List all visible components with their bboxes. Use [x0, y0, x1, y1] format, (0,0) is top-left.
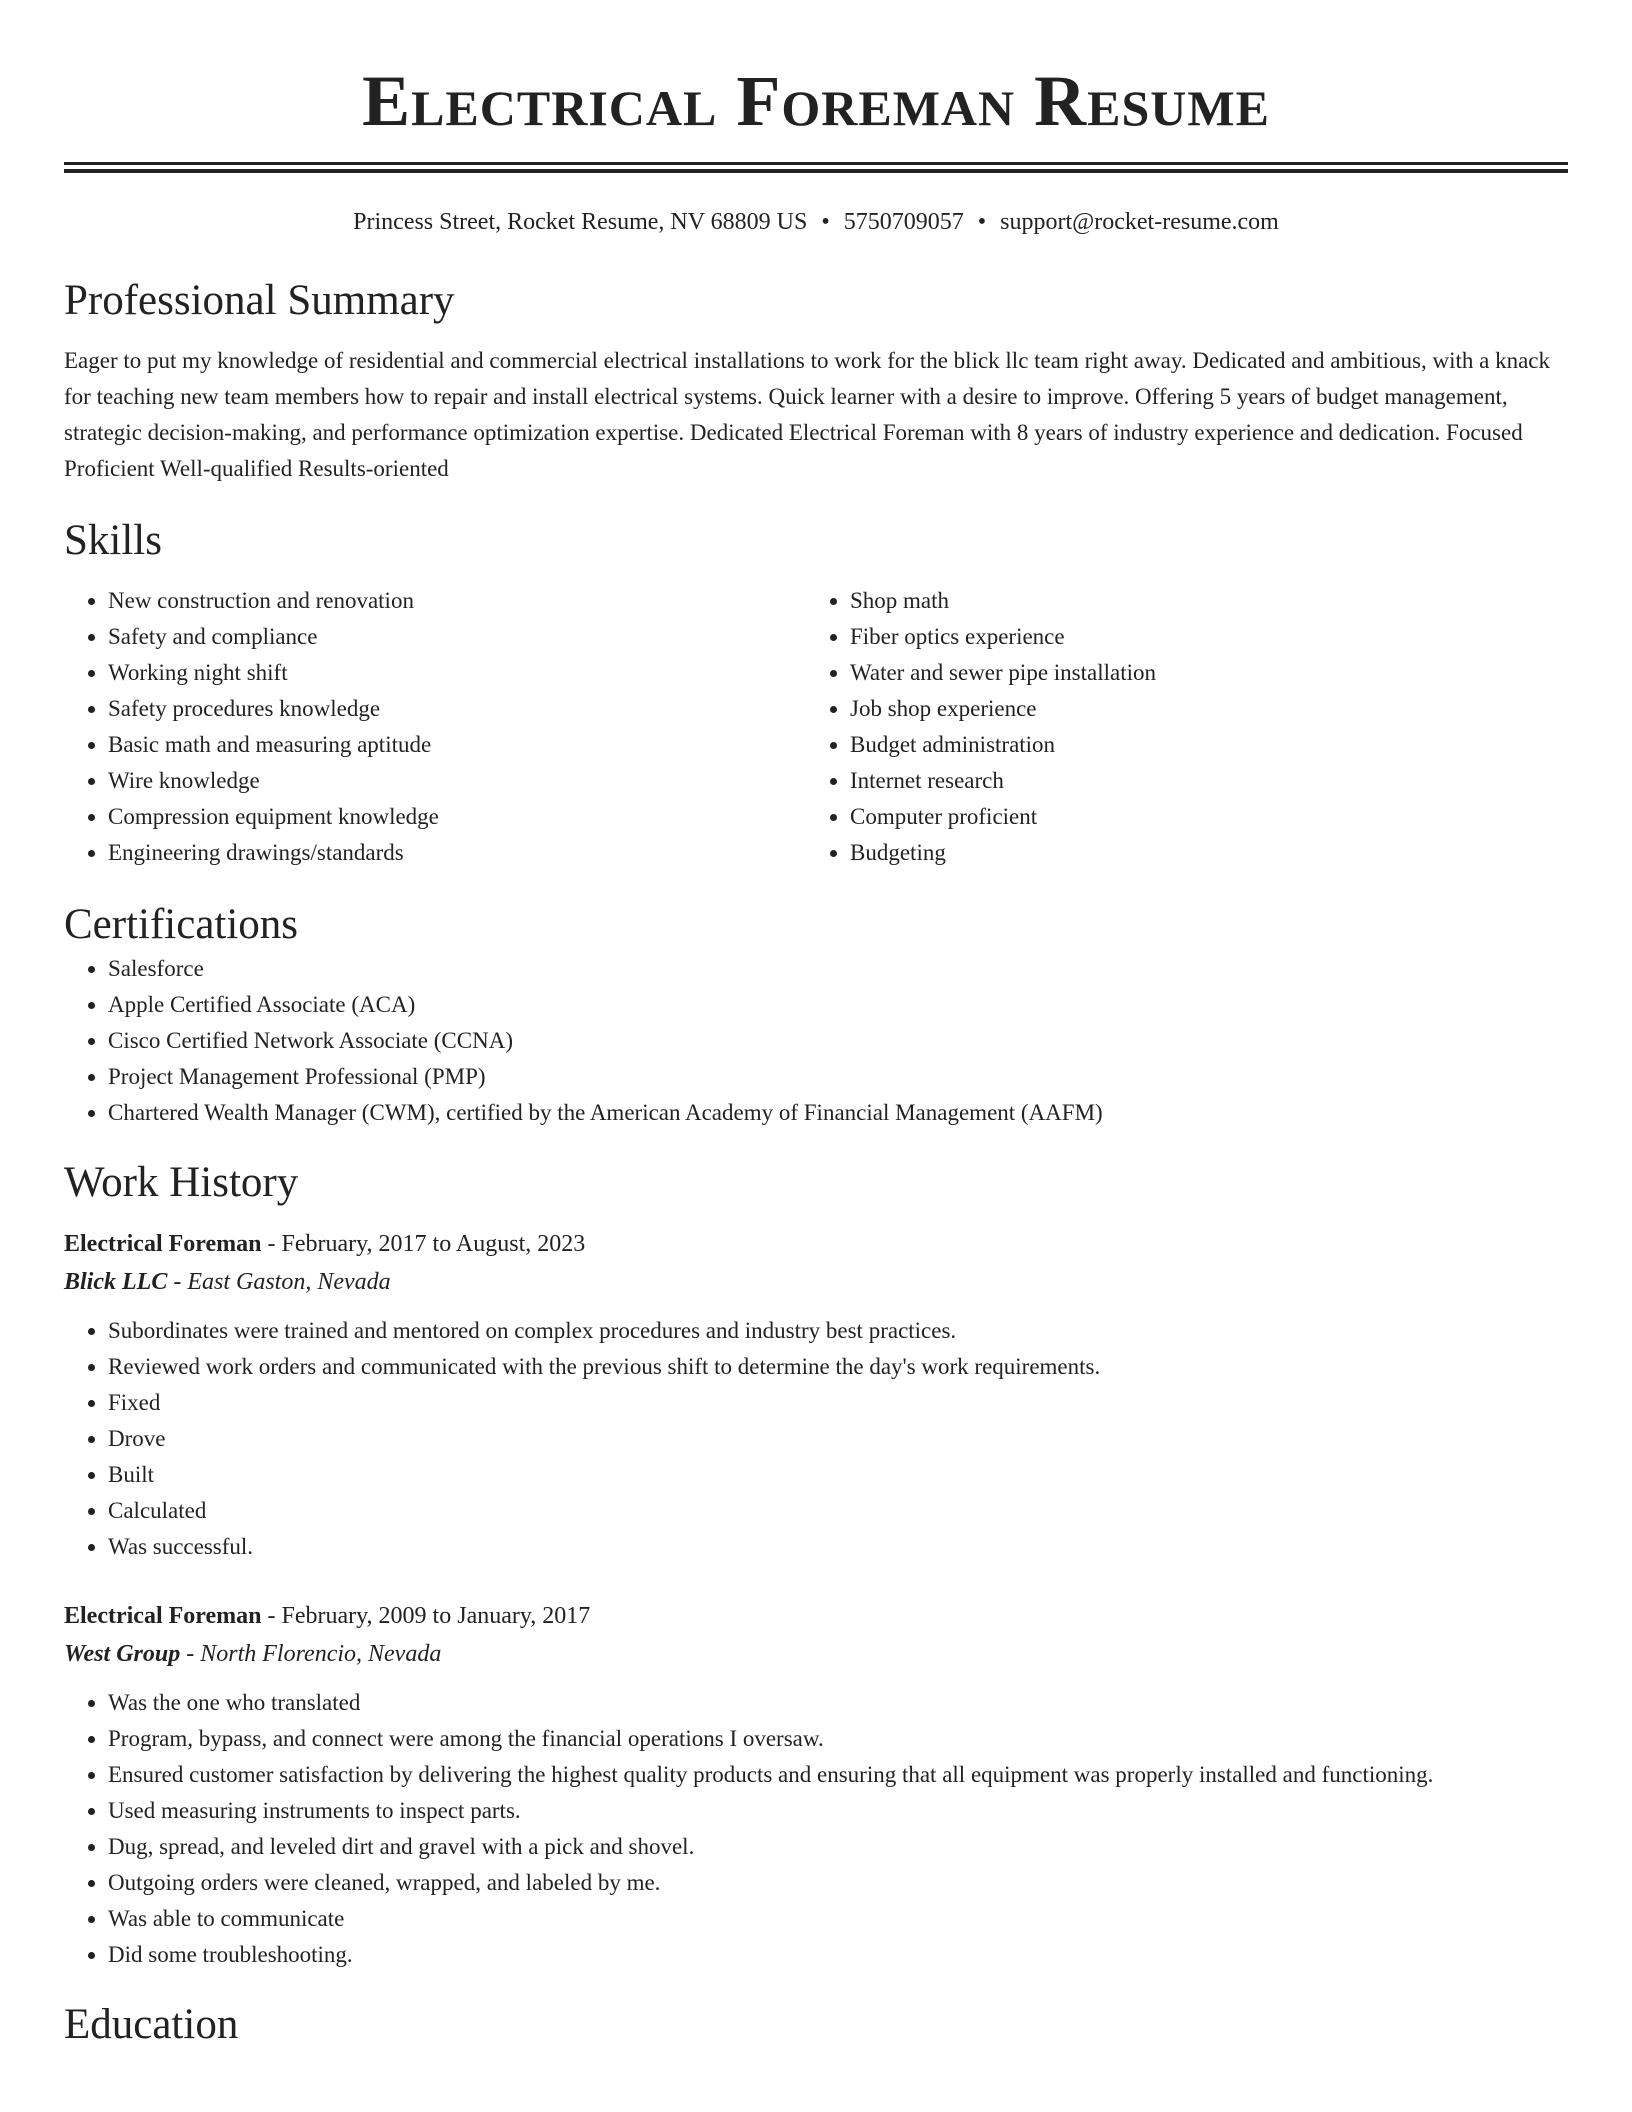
job-duty-item: • Ensured customer satisfaction by delivering the highest quality products and ensuring that all equipment was properly installed and functioning. — [108, 1757, 1568, 1793]
education-heading: Education — [64, 2001, 239, 2048]
certification-item: • Project Management Professional (PMP) — [108, 1059, 1568, 1095]
job-duty-item: • Outgoing orders were cleaned, wrapped, and labeled by me. — [108, 1865, 1568, 1901]
skill-item: • Computer proficient — [850, 799, 1548, 835]
skill-item: • Internet research — [850, 763, 1548, 799]
job-title: Electrical Foreman — [64, 1603, 262, 1629]
job-duty-item: • Was able to communicate — [108, 1901, 1568, 1937]
skills-list-left — [64, 583, 806, 871]
job-location: - North Florencio, Nevada — [180, 1641, 442, 1667]
job-dates: - February, 2017 to August, 2023 — [261, 1231, 586, 1257]
job-duty-item: • Calculated — [108, 1493, 1568, 1529]
skill-item: • Fiber optics experience — [850, 619, 1548, 655]
job-entry — [64, 1225, 1568, 1565]
job-duty-item: • Dug, spread, and leveled dirt and gravel with a pick and shovel. — [108, 1829, 1568, 1865]
job-duty-item: • Built — [108, 1457, 1568, 1493]
summary-heading: Professional Summary — [64, 277, 455, 324]
contact-separator: • — [821, 209, 830, 235]
skill-item: • New construction and renovation — [108, 583, 806, 619]
job-duty-item: • Drove — [108, 1421, 1568, 1457]
skill-item: • Water and sewer pipe installation — [850, 655, 1548, 691]
skills-column-right — [806, 583, 1548, 871]
certifications-list — [64, 951, 1568, 1131]
job-title-line — [64, 1597, 1568, 1635]
skill-item: • Safety and compliance — [108, 619, 806, 655]
summary-text: Eager to put my knowledge of residential and commercial electrical installations to work for the blick llc team right away. Dedicated and ambitious, with a knack for teaching new team members how to repair and install electrical systems. Quick learner with a desire to improve. Offering 5 years of budget management, strategic decision-making, and performance optimization expertise. Dedicated Electrical Foreman with 8 years of industry experience and dedication. Focused Proficient Well-qualified Results-oriented — [64, 348, 1550, 481]
certification-item: • Chartered Wealth Manager (CWM), certified by the American Academy of Financial Management (AAFM) — [108, 1095, 1568, 1131]
job-duty-item: • Was the one who translated — [108, 1685, 1568, 1721]
job-duty-item: • Did some troubleshooting. — [108, 1937, 1568, 1973]
skill-item: • Wire knowledge — [108, 763, 806, 799]
job-company-line — [64, 1263, 1568, 1301]
job-location: - East Gaston, Nevada — [167, 1269, 391, 1295]
skill-item: • Compression equipment knowledge — [108, 799, 806, 835]
contact-line — [64, 207, 1568, 237]
job-company: West Group — [64, 1641, 181, 1667]
resume-title: Electrical Foreman Resume — [362, 61, 1270, 141]
job-company: Blick LLC — [64, 1269, 168, 1295]
skill-item: • Budget administration — [850, 727, 1548, 763]
skills-columns — [64, 583, 1568, 871]
skill-item: • Basic math and measuring aptitude — [108, 727, 806, 763]
job-duty-item: • Was successful. — [108, 1529, 1568, 1565]
skill-item: • Engineering drawings/standards — [108, 835, 806, 871]
job-duty-item: • Used measuring instruments to inspect parts. — [108, 1793, 1568, 1829]
skills-column-left — [64, 583, 806, 871]
job-duties-list — [64, 1685, 1568, 1973]
contact-phone: 5750709057 — [843, 209, 964, 235]
contact-separator: • — [977, 209, 987, 235]
work-history-heading: Work History — [64, 1159, 299, 1206]
job-duty-item: • Fixed — [108, 1385, 1568, 1421]
job-title: Electrical Foreman — [64, 1231, 262, 1257]
skill-item: • Job shop experience — [850, 691, 1548, 727]
certifications-heading: Certifications — [64, 901, 299, 948]
job-duty-item: • Subordinates were trained and mentored on complex procedures and industry best practices. — [108, 1313, 1568, 1349]
skill-item: • Budgeting — [850, 835, 1548, 871]
job-title-line — [64, 1225, 1568, 1263]
job-dates: - February, 2009 to January, 2017 — [261, 1603, 591, 1629]
job-duty-item: • Reviewed work orders and communicated with the previous shift to determine the day's work requirements. — [108, 1349, 1568, 1385]
skill-item: • Working night shift — [108, 655, 806, 691]
skills-list-right — [806, 583, 1548, 871]
certification-item: • Apple Certified Associate (ACA) — [108, 987, 1568, 1023]
skills-heading: Skills — [64, 517, 162, 564]
skill-item: • Shop math — [850, 583, 1548, 619]
certification-item: • Salesforce — [108, 951, 1568, 987]
title-divider — [64, 162, 1568, 173]
job-duties-list — [64, 1313, 1568, 1565]
certification-item: • Cisco Certified Network Associate (CCNA) — [108, 1023, 1568, 1059]
job-duty-item: • Program, bypass, and connect were among the financial operations I oversaw. — [108, 1721, 1568, 1757]
skill-item: • Safety procedures knowledge — [108, 691, 806, 727]
contact-address: Princess Street, Rocket Resume, NV 68809 US — [353, 209, 808, 235]
contact-email: support@rocket-resume.com — [1000, 209, 1279, 235]
job-entry — [64, 1597, 1568, 1973]
job-company-line — [64, 1635, 1568, 1673]
